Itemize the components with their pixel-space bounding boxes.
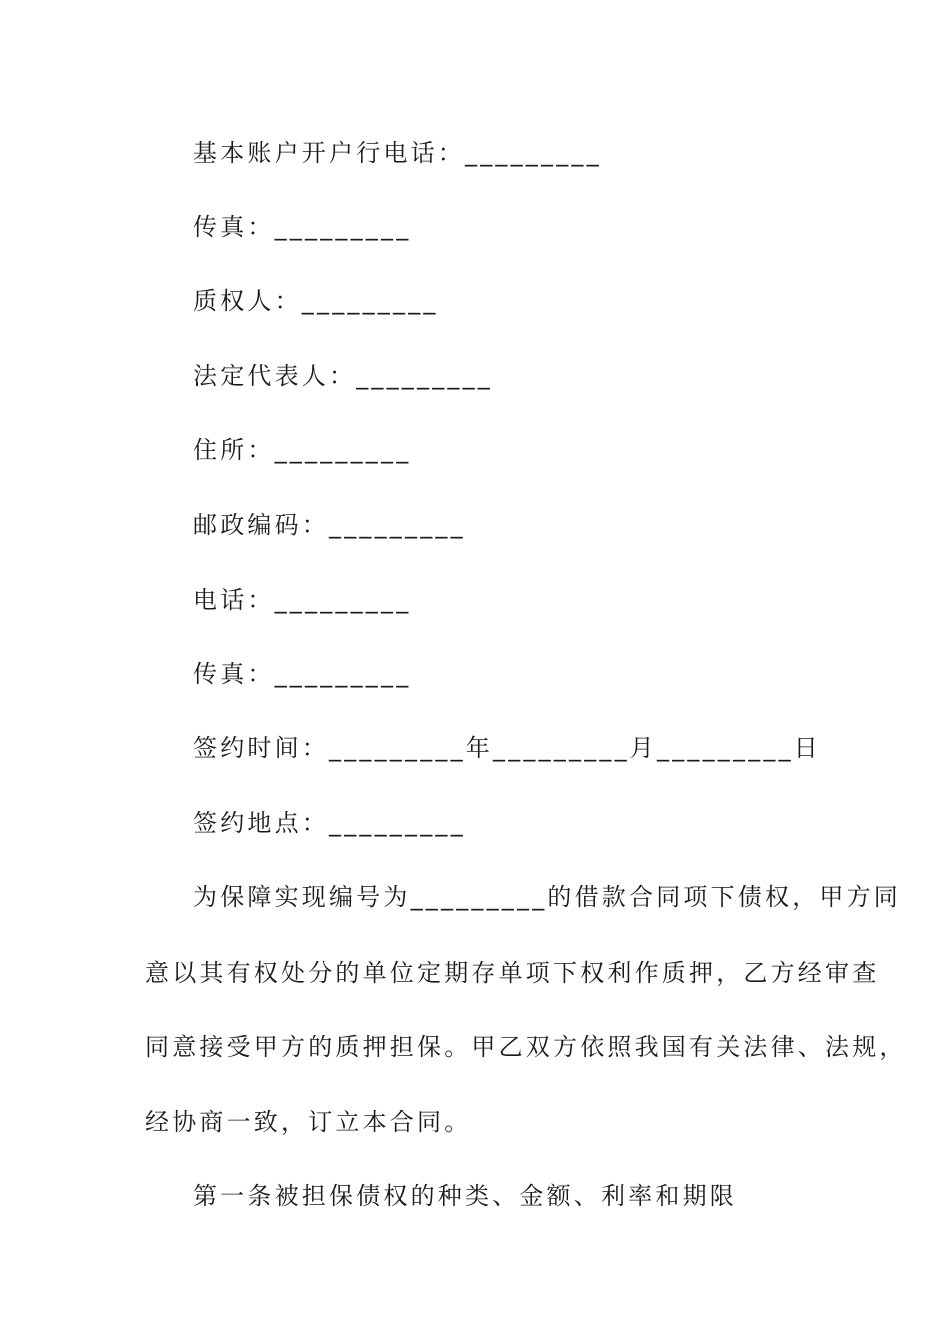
paragraph-line-1: 为保障实现编号为_________的借款合同项下债权，甲方同 bbox=[193, 883, 901, 911]
paragraph-line-3: 同意接受甲方的质押担保。甲乙双方依照我国有关法律、法规， bbox=[145, 1033, 907, 1061]
legal-representative-field: 法定代表人：_________ bbox=[193, 362, 493, 390]
postal-code-field: 邮政编码：_________ bbox=[193, 511, 466, 539]
bank-phone-field: 基本账户开户行电话：_________ bbox=[193, 139, 602, 167]
paragraph-line-2: 意以其有权处分的单位定期存单项下权利作质押，乙方经审查 bbox=[145, 959, 880, 987]
article-heading: 第一条被担保债权的种类、金额、利率和期限 bbox=[193, 1182, 737, 1210]
paragraph-line-4: 经协商一致，订立本合同。 bbox=[145, 1108, 472, 1136]
address-field: 住所：_________ bbox=[193, 436, 412, 464]
fax-field: 传真：_________ bbox=[193, 213, 412, 241]
fax-field-2: 传真：_________ bbox=[193, 660, 412, 688]
signing-place-field: 签约地点：_________ bbox=[193, 809, 466, 837]
pledgee-field: 质权人：_________ bbox=[193, 287, 439, 315]
signing-date-field: 签约时间：_________年_________月_________日 bbox=[193, 734, 821, 762]
phone-field: 电话：_________ bbox=[193, 586, 412, 614]
